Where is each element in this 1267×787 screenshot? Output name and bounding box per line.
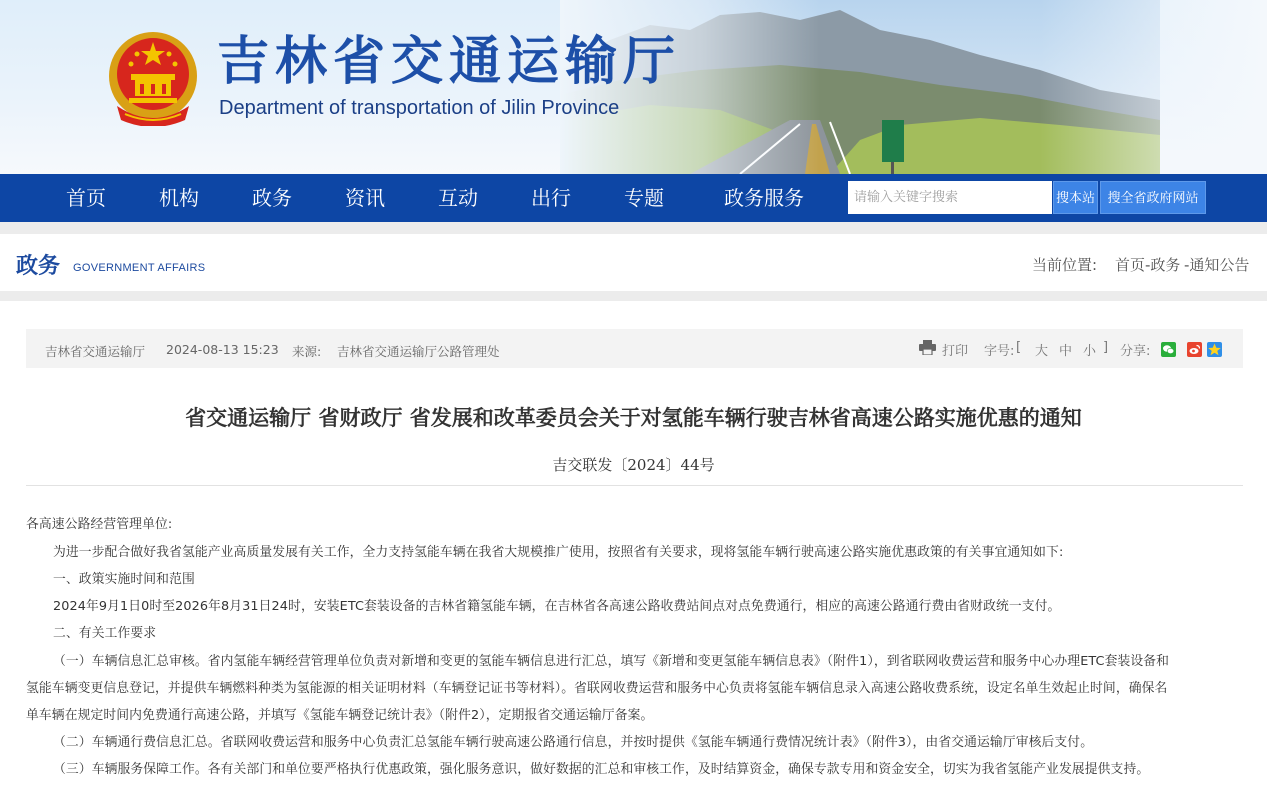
paragraph-requirement-1-line2: 氢能车辆变更信息登记，并提供车辆燃料种类为氢能源的相关证明材料（车辆登记证书等材料）。省联网收费运营和服务中心负责将氢能车辆信息录入高速公路收费系统，设定名单生效起止时间，确保名 bbox=[26, 681, 1168, 696]
nav-item-news[interactable]: 资讯 bbox=[345, 186, 385, 210]
font-size-large[interactable]: 大 bbox=[1035, 344, 1049, 359]
search-input[interactable] bbox=[848, 181, 1052, 214]
divider-band bbox=[0, 291, 1267, 301]
document-number: 吉交联发〔2024〕44号 bbox=[552, 456, 715, 474]
paragraph-policy-scope: 2024年9月1日0时至2026年8月31日24时，安装ETC套装设备的吉林省籍氢能车辆，在吉林省各高速公路收费站间点对点免费通行，相应的高速公路通行费由省财政统一支付。 bbox=[53, 599, 1061, 614]
wechat-icon[interactable] bbox=[1161, 342, 1176, 357]
paragraph-requirement-2: （二）车辆通行费信息汇总。省联网收费运营和服务中心负责汇总氢能车辆行驶高速公路通行信息，并按时提供《氢能车辆通行费情况统计表》（附件3），由省交通运输厅审核后支付。 bbox=[53, 735, 1094, 750]
site-subtitle: Department of transportation of Jilin Province bbox=[219, 97, 620, 119]
paragraph-intro: 为进一步配合做好我省氢能产业高质量发展有关工作，全力支持氢能车辆在我省大规模推广使用，按照省有关要求，现将氢能车辆行驶高速公路实施优惠政策的有关事宜通知如下: bbox=[53, 545, 1064, 560]
font-size-label: 字号: bbox=[984, 344, 1015, 359]
font-size-small[interactable]: 小 bbox=[1083, 344, 1097, 359]
nav-item-interaction[interactable]: 互动 bbox=[438, 186, 478, 210]
share-label: 分享: bbox=[1120, 344, 1151, 359]
site-title: 吉林省交通运输厅 bbox=[217, 32, 682, 92]
nav-item-government-affairs[interactable]: 政务 bbox=[252, 186, 292, 210]
article-title: 省交通运输厅 省财政厅 省发展和改革委员会关于对氢能车辆行驶吉林省高速公路实施优惠的通知 bbox=[185, 406, 1082, 430]
search-province-gov-button[interactable]: 搜全省政府网站 bbox=[1100, 181, 1206, 214]
section-title-en: GOVERNMENT AFFAIRS bbox=[73, 262, 206, 274]
article-info-bar bbox=[26, 329, 1243, 368]
breadcrumb-label: 当前位置: bbox=[1032, 256, 1098, 274]
section-title: 政务 bbox=[16, 254, 61, 279]
header-banner bbox=[0, 0, 1267, 174]
print-icon[interactable] bbox=[919, 340, 936, 355]
paragraph-requirement-1-line1: （一）车辆信息汇总审核。省内氢能车辆经营管理单位负责对新增和变更的氢能车辆信息进行汇总，填写《新增和变更氢能车辆信息表》（附件1），到省联网收费运营和服务中心办理ETC套装设备和 bbox=[53, 654, 1170, 669]
print-link[interactable]: 打印 bbox=[942, 344, 969, 359]
nav-item-organization[interactable]: 机构 bbox=[159, 186, 199, 210]
breadcrumb-home[interactable]: 首页 bbox=[1115, 256, 1146, 274]
source-label: 来源: bbox=[292, 344, 322, 359]
title-divider bbox=[26, 485, 1243, 486]
heading-policy-scope: 一、政策实施时间和范围 bbox=[53, 572, 195, 587]
publish-datetime: 2024-08-13 15:23 bbox=[166, 342, 279, 357]
qzone-icon[interactable] bbox=[1207, 342, 1222, 357]
paragraph-salutation: 各高速公路经营管理单位: bbox=[26, 517, 173, 532]
font-size-bracket-close: ] bbox=[1103, 340, 1109, 355]
weibo-icon[interactable] bbox=[1187, 342, 1202, 357]
font-size-medium[interactable]: 中 bbox=[1059, 344, 1073, 359]
nav-item-gov-services[interactable]: 政务服务 bbox=[724, 186, 804, 210]
nav-item-home[interactable]: 首页 bbox=[66, 186, 106, 210]
font-size-bracket-open: [ bbox=[1016, 340, 1022, 355]
divider-band bbox=[0, 222, 1267, 234]
paragraph-requirement-3: （三）车辆服务保障工作。各有关部门和单位要严格执行优惠政策，强化服务意识，做好数据的汇总和审核工作，及时结算资金，确保专款专用和资金安全，切实为我省氢能产业发展提供支持。 bbox=[53, 762, 1150, 777]
national-emblem-icon bbox=[107, 30, 199, 126]
heading-work-requirements: 二、有关工作要求 bbox=[53, 626, 157, 641]
breadcrumb-notices[interactable]: -通知公告 bbox=[1184, 256, 1250, 274]
breadcrumb-government-affairs[interactable]: -政务 bbox=[1145, 256, 1181, 274]
paragraph-requirement-1-line3: 单车辆在规定时间内免费通行高速公路，并填写《氢能车辆登记统计表》（附件2），定期报省交通运输厅备案。 bbox=[26, 708, 654, 723]
search-site-button[interactable]: 搜本站 bbox=[1053, 181, 1098, 214]
source: 吉林省交通运输厅公路管理处 bbox=[337, 344, 500, 359]
publisher: 吉林省交通运输厅 bbox=[45, 344, 146, 359]
nav-item-travel[interactable]: 出行 bbox=[531, 186, 571, 210]
nav-item-topics[interactable]: 专题 bbox=[624, 186, 664, 210]
